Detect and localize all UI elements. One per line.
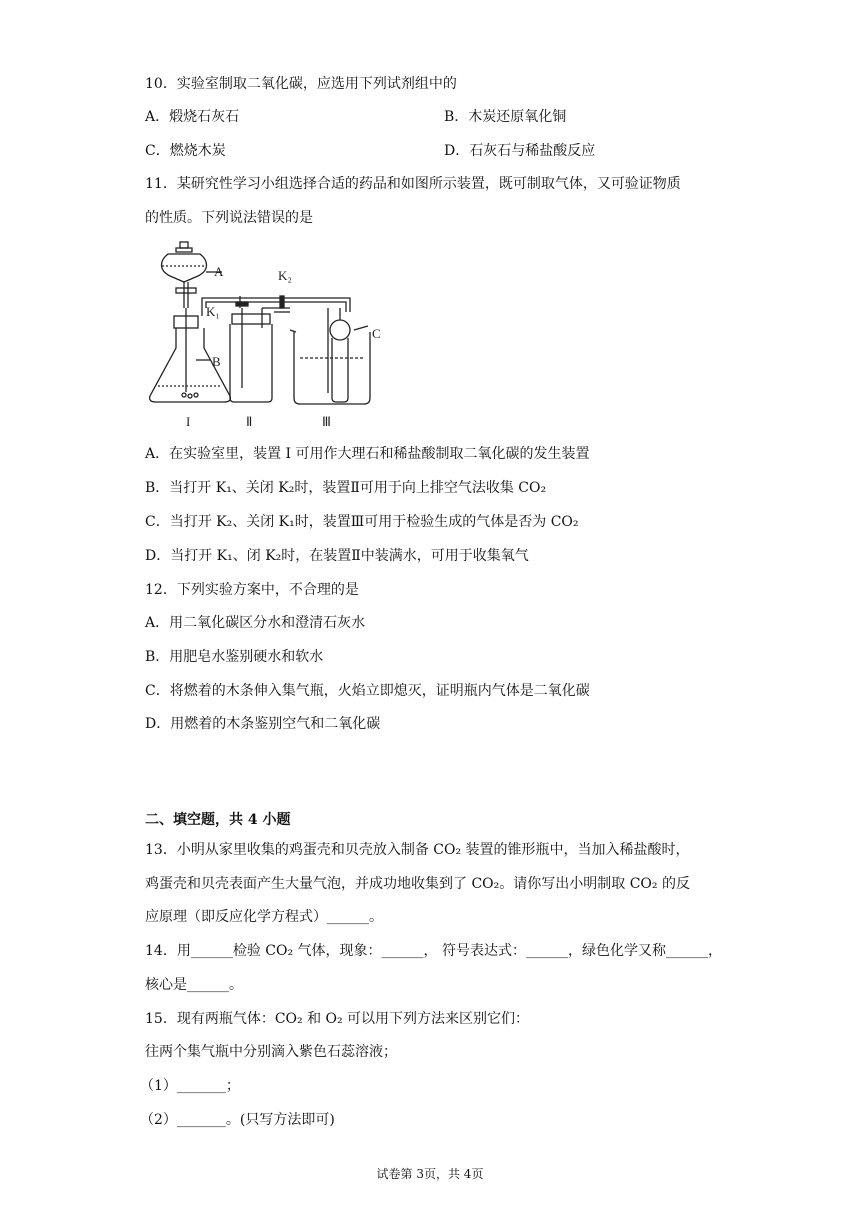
label-iii: Ⅲ	[322, 414, 331, 429]
q14-line2: 核心是______。	[145, 977, 243, 993]
q12-option-b: B．用肥皂水鉴别硬水和软水	[145, 649, 324, 665]
q11-option-c: C．当打开 K₂、关闭 K₁时，装置Ⅲ可用于检验生成的气体是否为 CO₂	[145, 514, 579, 530]
q11-option-d: D．当打开 K₁、闭 K₂时，在装置Ⅱ中装满水，可用于收集氧气	[145, 548, 529, 564]
q12-option-a: A．用二氧化碳区分水和澄清石灰水	[145, 615, 366, 631]
label-ii: Ⅱ	[246, 414, 253, 429]
q11-stem-line2: 的性质。下列说法错误的是	[145, 210, 313, 226]
q11-option-b: B．当打开 K₁、关闭 K₂时，装置Ⅱ可用于向上排空气法收集 CO₂	[145, 480, 547, 496]
apparatus-diagram	[140, 238, 400, 433]
q10-option-c: C．燃烧木炭	[145, 143, 226, 159]
page-footer: 试卷第 3页，共 4页	[376, 1167, 484, 1181]
q15-answer-2: （2）_______。(只写方法即可)	[140, 1112, 335, 1128]
q10-stem: 10．实验室制取二氧化碳，应选用下列试剂组中的	[145, 76, 457, 92]
q13-line1: 13．小明从家里收集的鸡蛋壳和贝壳放入制备 CO₂ 装置的锥形瓶中，当加入稀盐酸时，	[145, 842, 690, 858]
q11-stem-line1: 11．某研究性学习小组选择合适的药品和如图所示装置，既可制取气体，又可验证物质	[145, 176, 681, 192]
q11-option-a: A．在实验室里，装置 I 可用作大理石和稀盐酸制取二氧化碳的发生装置	[145, 446, 590, 462]
q15-line1: 15．现有两瓶气体：CO₂ 和 O₂ 可以用下列方法来区别它们：	[145, 1011, 530, 1027]
q12-option-d: D．用燃着的木条鉴别空气和二氧化碳	[145, 716, 381, 732]
q14-line1: 14．用______检验 CO₂ 气体，现象：______， 符号表达式：______，绿色化学又称______，	[145, 943, 722, 959]
label-a: A	[214, 264, 224, 279]
q15-answer-1: （1）_______；	[140, 1078, 240, 1094]
q10-option-d: D．石灰石与稀盐酸反应	[444, 143, 596, 159]
q15-line2: 往两个集气瓶中分别滴入紫色石蕊溶液；	[145, 1044, 397, 1060]
label-i: I	[186, 414, 191, 429]
q12-stem: 12．下列实验方案中，不合理的是	[145, 582, 359, 598]
q10-option-b: B．木炭还原氧化铜	[444, 109, 567, 125]
label-c: C	[372, 326, 381, 341]
label-b: B	[212, 354, 221, 369]
q10-option-a: A．煅烧石灰石	[145, 109, 240, 125]
q13-line3: 应原理（即反应化学方程式）______。	[145, 909, 383, 925]
gas-bottle-ii	[230, 308, 290, 402]
label-k1: K₁	[206, 304, 220, 319]
q13-line2: 鸡蛋壳和贝壳表面产生大量气泡，并成功地收集到了 CO₂。请你写出小明制取 CO₂ 的反	[145, 876, 690, 892]
q12-option-c: C．将燃着的木条伸入集气瓶，火焰立即熄灭，证明瓶内气体是二氧化碳	[145, 683, 590, 699]
label-k2: K₂	[278, 268, 292, 283]
beaker-iii	[290, 308, 370, 404]
section-heading: 二、填空题，共 4 小题	[145, 812, 291, 828]
